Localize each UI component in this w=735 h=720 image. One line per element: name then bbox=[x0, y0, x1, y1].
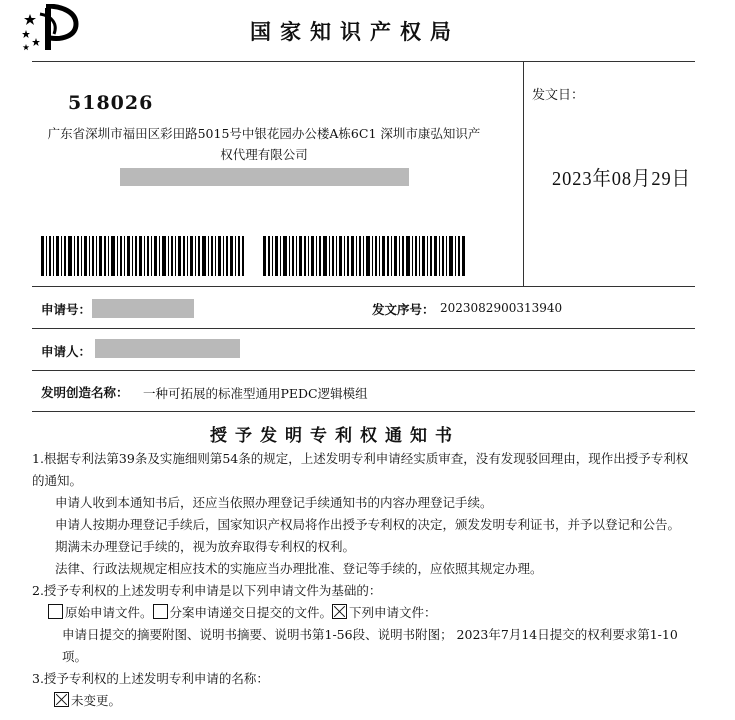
office-title: 国家知识产权局 bbox=[250, 19, 460, 44]
divider bbox=[32, 370, 695, 371]
divider bbox=[523, 61, 524, 286]
paragraph-3: 申请人按期办理登记手续后，国家知识产权局将作出授予专利权的决定，颁发发明专利证书，并予以登记和公告。 bbox=[55, 517, 681, 532]
application-number-label: 申请号： bbox=[41, 302, 92, 317]
barcode-left bbox=[41, 236, 244, 276]
redacted-applicant bbox=[95, 339, 240, 358]
option-original-label: 原始申请文件。 bbox=[65, 605, 153, 620]
checkbox-original bbox=[48, 604, 63, 619]
paragraph-7: 申请日提交的摘要附图、说明书摘要、说明书第1-56段、说明书附图； 2023年7月14日提交的权利要求第1-10项。 bbox=[62, 627, 678, 664]
cnipa-logo-icon bbox=[18, 4, 82, 54]
serial-number-label: 发文序号： bbox=[372, 302, 435, 317]
paragraph-2: 申请人收到本通知书后，还应当依照办理登记手续通知书的内容办理登记手续。 bbox=[55, 495, 493, 510]
checkbox-divisional bbox=[153, 604, 168, 619]
divider bbox=[32, 328, 695, 329]
dispatch-date-label: 发文日： bbox=[532, 88, 585, 103]
notice-title: 授予发明专利权通知书 bbox=[210, 426, 460, 446]
dispatch-date: 2023年08月29日 bbox=[552, 168, 691, 190]
invention-title: 一种可拓展的标准型通用PEDC逻辑模组 bbox=[143, 386, 368, 401]
paragraph-5: 法律、行政法规规定相应技术的实施应当办理批准、登记等手续的，应依照其规定办理。 bbox=[55, 561, 543, 576]
barcode-right bbox=[263, 236, 465, 276]
redacted-recipient-name bbox=[120, 168, 409, 186]
option-following-label: 下列申请文件： bbox=[349, 605, 437, 620]
paragraph-6: 2.授予专利权的上述发明专利申请是以下列申请文件为基础的： bbox=[32, 583, 382, 598]
divider bbox=[32, 286, 695, 287]
option-unchanged-label: 未变更。 bbox=[71, 693, 122, 708]
divider bbox=[32, 61, 695, 62]
paragraph-1: 1.根据专利法第39条及实施细则第54条的规定，上述发明专利申请经实质审查，没有发现驳回理由，现作出授予专利权的通知。 bbox=[32, 451, 689, 488]
applicant-label: 申请人： bbox=[41, 344, 92, 359]
notice-body bbox=[32, 448, 697, 712]
redacted-application-number bbox=[92, 299, 194, 318]
divider bbox=[32, 411, 695, 412]
name-options bbox=[32, 690, 697, 712]
basis-options bbox=[32, 602, 697, 624]
paragraph-4: 期满未办理登记手续的，视为放弃取得专利权的权利。 bbox=[55, 539, 356, 554]
checkbox-unchanged-checked bbox=[54, 692, 69, 707]
checkbox-following-checked bbox=[332, 604, 347, 619]
option-divisional-label: 分案申请递交日提交的文件。 bbox=[169, 605, 333, 620]
postcode: 518026 bbox=[68, 92, 154, 114]
paragraph-8: 3.授予专利权的上述发明专利申请的名称： bbox=[32, 671, 269, 686]
serial-number: 2023082900313940 bbox=[440, 301, 563, 315]
invention-title-label: 发明创造名称： bbox=[41, 385, 129, 400]
recipient-address: 广东省深圳市福田区彩田路5015号中银花园办公楼A栋6C1 深圳市康弘知识产权代理有限公司 bbox=[47, 126, 481, 162]
